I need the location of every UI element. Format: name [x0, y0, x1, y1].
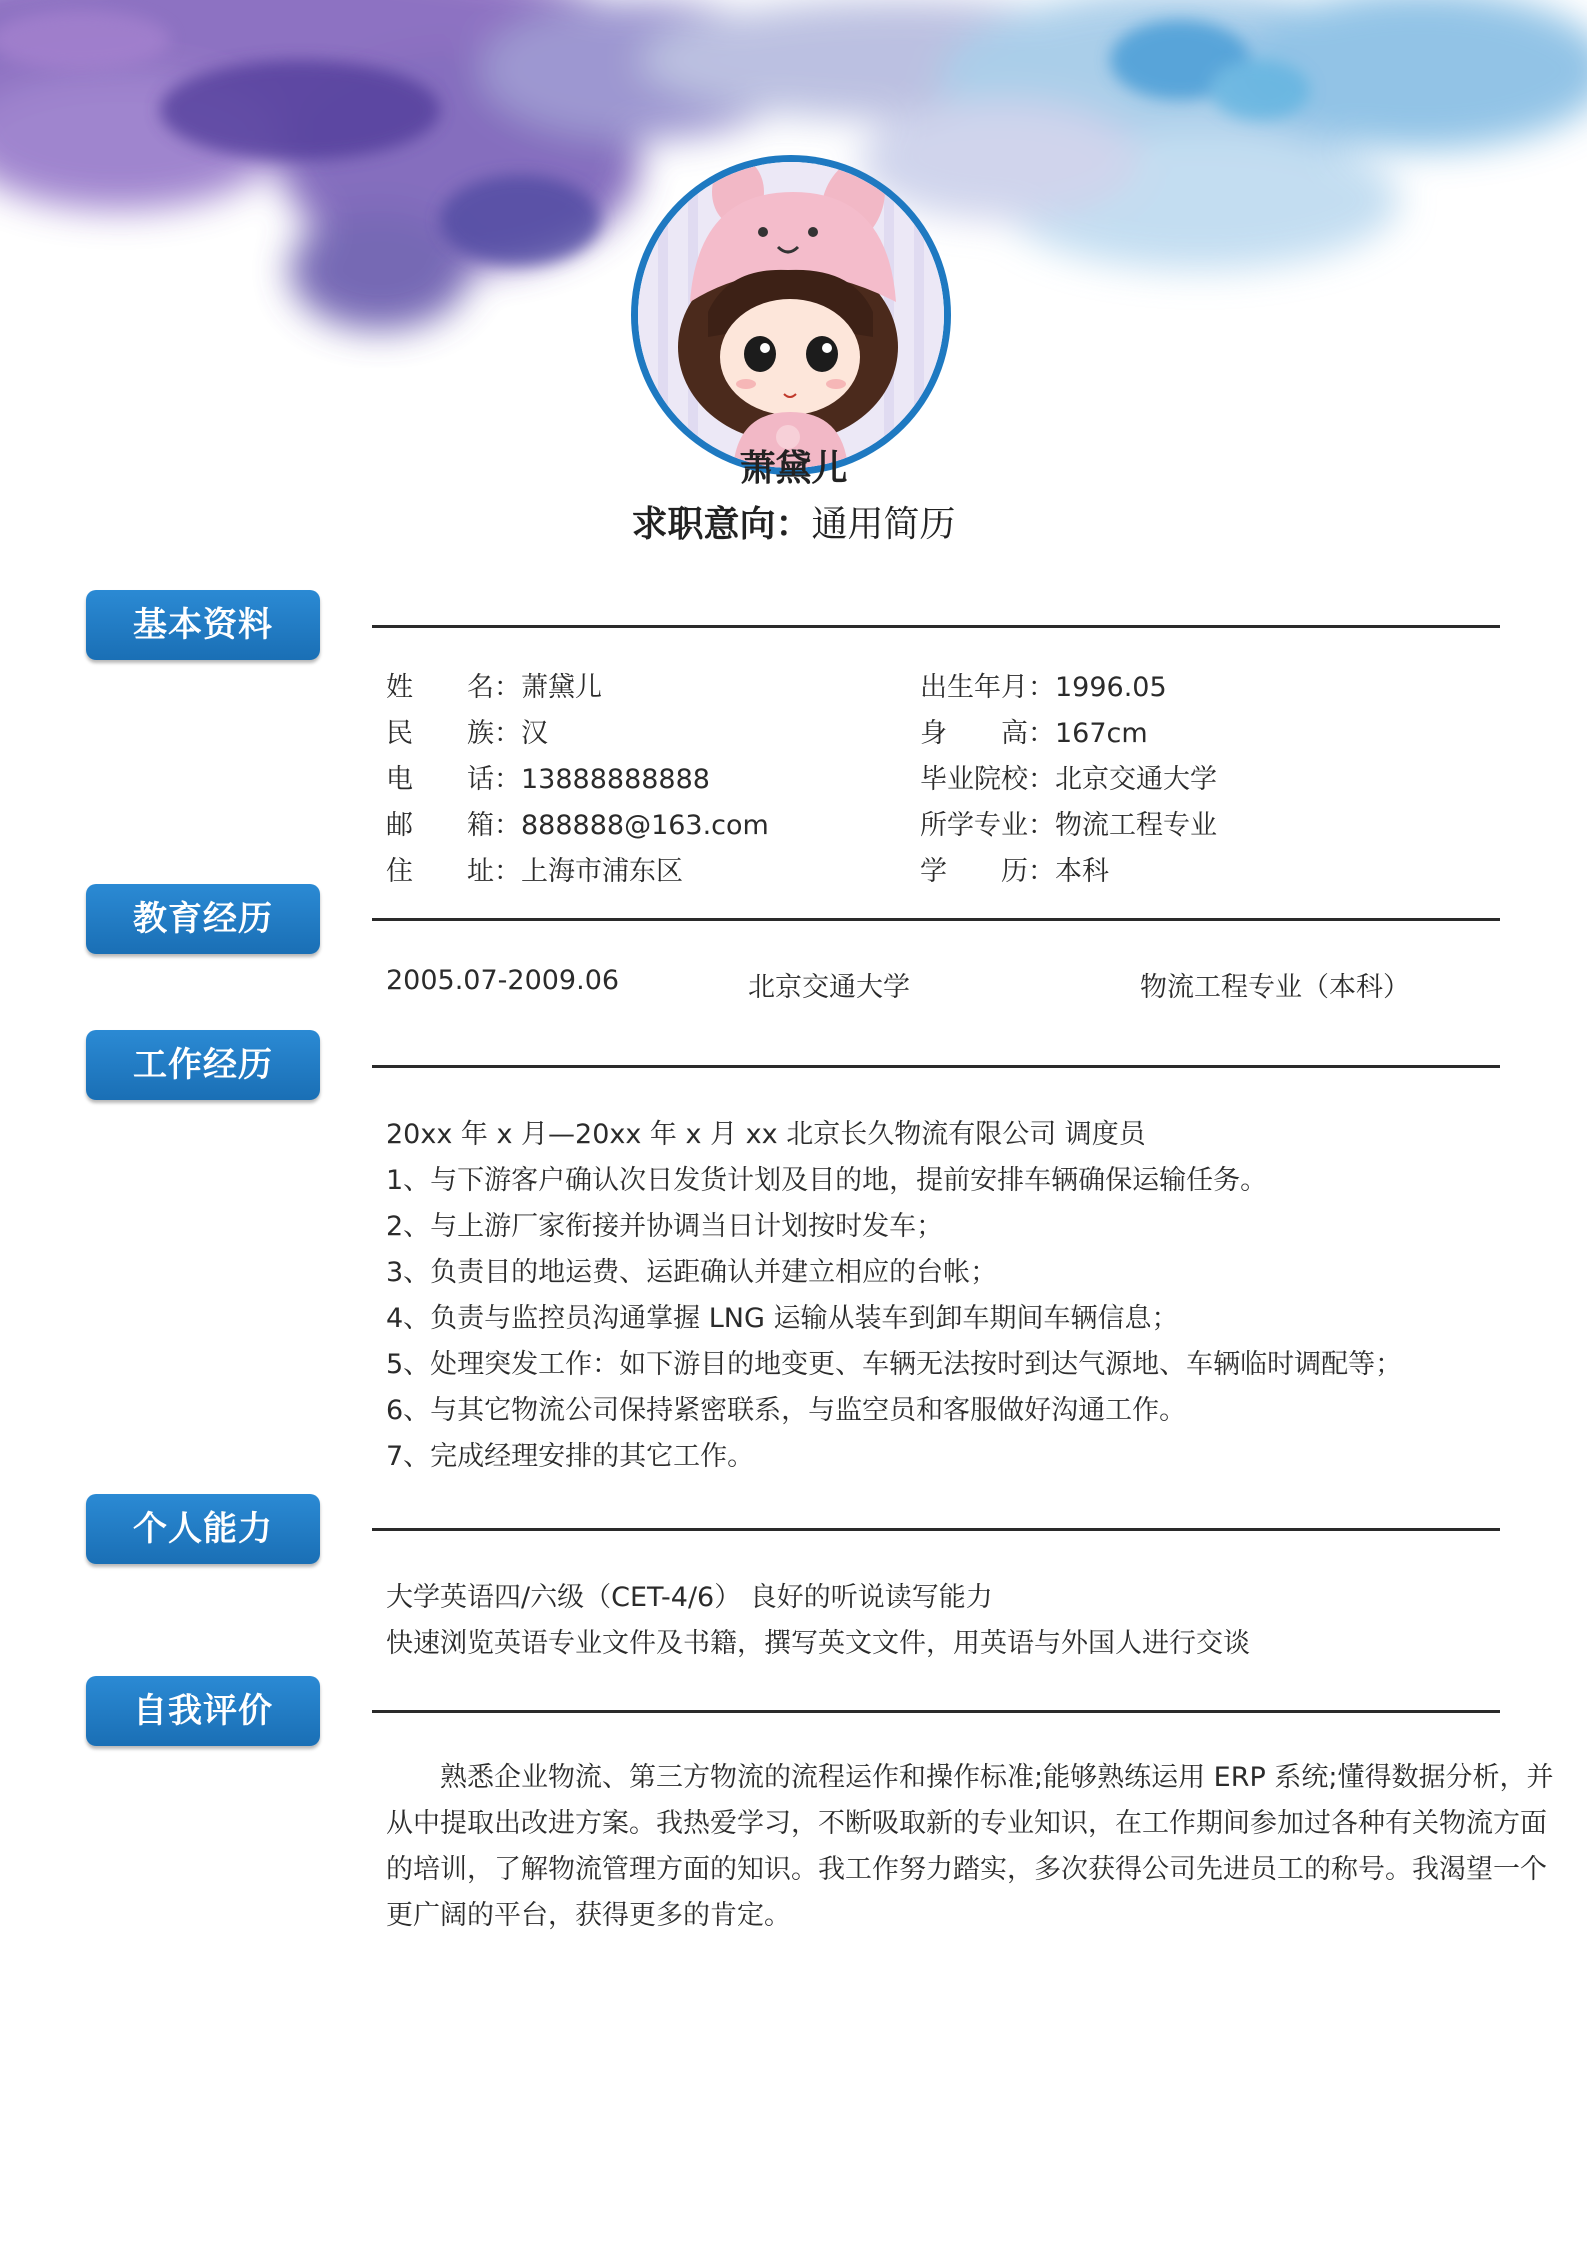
avatar — [638, 162, 944, 468]
section-education-badge: 教育经历 — [86, 884, 320, 954]
info-name: 姓 名：萧黛儿 — [386, 672, 602, 703]
work-item: 2、与上游厂家衔接并协调当日计划按时发车； — [386, 1211, 944, 1242]
education-period: 2005.07-2009.06 — [386, 965, 620, 996]
info-major: 所学专业：物流工程专业 — [920, 810, 1217, 841]
section-basic-badge: 基本资料 — [86, 590, 320, 660]
self-evaluation-text: 熟悉企业物流、第三方物流的流程运作和操作标准;能够熟练运用 ERP 系统;懂得数据分析，并从中提取出改进方案。我热爱学习，不断吸取新的专业知识，在工作期间参加过各种有关物流方面的培训，了解物流管理方面的知识。我工作努力踏实，多次获得公司先进员工的称号。我渴望一个更广阔的平台，获得更多的肯定。 — [386, 1762, 1554, 1931]
work-item: 6、与其它物流公司保持紧密联系，与监空员和客服做好沟通工作。 — [386, 1395, 1187, 1426]
info-phone: 电 话：13888888888 — [386, 764, 710, 795]
job-intention — [0, 496, 1587, 547]
candidate-name: 萧黛儿 — [739, 448, 848, 489]
section-self-divider — [372, 1710, 1500, 1713]
info-ethnicity: 民 族：汉 — [386, 718, 548, 749]
work-item: 1、与下游客户确认次日发货计划及目的地，提前安排车辆确保运输任务。 — [386, 1165, 1268, 1196]
section-basic-divider — [372, 625, 1500, 628]
work-item: 5、处理突发工作：如下游目的地变更、车辆无法按时到达气源地、车辆临时调配等； — [386, 1349, 1403, 1380]
work-item: 3、负责目的地运费、运距确认并建立相应的台帐； — [386, 1257, 998, 1288]
skill-item: 大学英语四/六级（CET-4/6） 良好的听说读写能力 — [386, 1582, 993, 1613]
cartoon-girl-avatar-icon — [638, 162, 944, 468]
info-birth: 出生年月：1996.05 — [920, 672, 1167, 703]
job-intention-value: 通用简历 — [811, 504, 956, 545]
info-address: 住 址：上海市浦东区 — [386, 856, 683, 887]
section-work-divider — [372, 1065, 1500, 1068]
section-skills-divider — [372, 1528, 1500, 1531]
job-intention-label: 求职意向： — [631, 504, 812, 545]
info-school: 毕业院校：北京交通大学 — [920, 764, 1217, 795]
info-email: 邮 箱：888888@163.com — [386, 810, 769, 841]
section-work-badge: 工作经历 — [86, 1030, 320, 1100]
work-title: 20xx 年 x 月—20xx 年 x 月 xx 北京长久物流有限公司 调度员 — [386, 1119, 1146, 1150]
section-education-divider — [372, 918, 1500, 921]
section-self-badge: 自我评价 — [86, 1676, 320, 1746]
skill-item: 快速浏览英语专业文件及书籍，撰写英文文件，用英语与外国人进行交谈 — [386, 1628, 1250, 1659]
work-item: 7、完成经理安排的其它工作。 — [386, 1441, 755, 1472]
section-skills-badge: 个人能力 — [86, 1494, 320, 1564]
info-degree: 学 历：本科 — [920, 856, 1109, 887]
education-major: 物流工程专业（本科） — [1140, 972, 1410, 1003]
education-school: 北京交通大学 — [748, 972, 910, 1003]
work-item: 4、负责与监控员沟通掌握 LNG 运输从装车到卸车期间车辆信息； — [386, 1303, 1179, 1334]
info-height: 身 高：167cm — [920, 718, 1148, 749]
